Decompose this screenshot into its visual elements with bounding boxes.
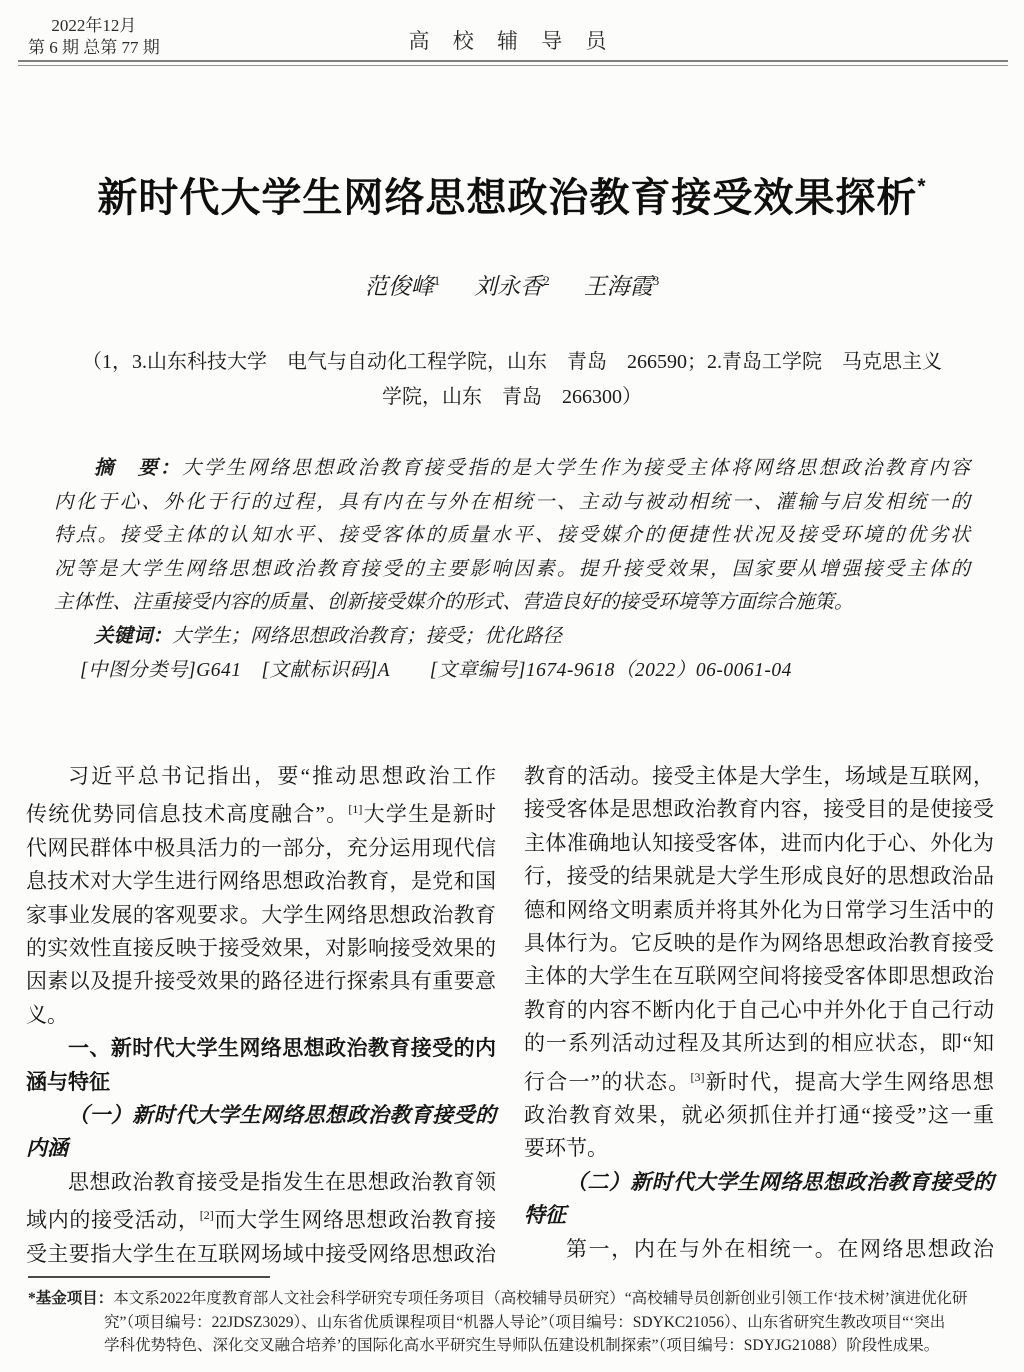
text-line: 要环节。 <box>524 1136 608 1161</box>
text-line: 的实效性直接反映于接受效果，对影响接受效果的 <box>26 936 496 961</box>
text-line: 的一系列活动过程及其所达到的相应状态，即“知 <box>524 1031 994 1056</box>
body-left-column <box>26 760 496 1271</box>
text-line: 行，接受的结果就是大学生形成良好的思想政治品 <box>524 864 994 889</box>
authors-line <box>0 268 1024 301</box>
keywords-label: 关键词： <box>94 625 173 647</box>
text-line: 习近平总书记指出，要“推动思想政治工作 <box>68 764 496 788</box>
text-line: 因素以及提升接受效果的路径进行探索具有重要意 <box>26 969 496 994</box>
heading-line: 涵与特征 <box>26 1070 110 1094</box>
text-line: 政治教育效果，就必须抓住并打通“接受”这一重 <box>524 1103 994 1128</box>
text-line: 究”（项目编号：22JDSZ3029）、山东省优质课程项目“机器人导论”（项目编号：SDYKC21056）、山东省研究生教改项目“‘突出 <box>104 1313 946 1331</box>
text-line: 德和网络文明素质并将其外化为日常学习生活中的 <box>524 897 994 922</box>
footnote <box>28 1287 996 1358</box>
text-line: 况等是大学生网络思想政治教育接受的主要影响因素。提升接受效果，国家要从增强接受主体的 <box>54 558 970 580</box>
author-name: 刘永香$^2$ <box>474 273 550 299</box>
text-line: 代网民群体中极具活力的一部分，充分运用现代信 <box>26 835 496 860</box>
text-line: 行合一”的状态。[3]新时代，提高大学生网络思想 <box>524 1069 994 1094</box>
text-line: 内化于心、外化于行的过程，具有内在与外在相统一、主动与被动相统一、灌输与启发相统一的 <box>54 491 970 513</box>
text-line: 学科优势特色、深化交叉融合培养’的国际化高水平研究生导师队伍建设机制探索”（项目编号：SDYJG21088）阶段性成果。 <box>104 1337 940 1354</box>
heading-line: （二）新时代大学生网络思想政治教育接受的 <box>566 1169 994 1194</box>
body-right-column <box>524 760 994 1271</box>
heading-line: 内涵 <box>26 1136 68 1161</box>
heading-line: 特征 <box>524 1203 566 1228</box>
abstract-lines <box>54 452 970 620</box>
article-title-text: 新时代大学生网络思想政治教育接受效果探析 <box>97 176 918 220</box>
footnote-separator <box>28 1276 270 1278</box>
heading-line: （一）新时代大学生网络思想政治教育接受的 <box>68 1103 496 1128</box>
body-columns <box>26 760 994 1271</box>
text-line: 息技术对大学生进行网络思想政治教育，是党和国 <box>26 869 496 894</box>
issue-date: 2022年12月 <box>51 16 137 35</box>
text-line: 具体行为。它反映的是作为网络思想政治教育接受 <box>524 931 994 956</box>
affiliation-line: （1，3.山东科技大学 电气与自动化工程学院，山东 青岛 266590；2.青岛工学院 马克思主义 <box>82 351 942 373</box>
article-title <box>0 166 1024 223</box>
abstract-section <box>54 452 970 687</box>
heading-line: 一、新时代大学生网络思想政治教育接受的内 <box>68 1037 496 1061</box>
keywords-line <box>54 620 970 654</box>
classification-line: [中图分类号]G641 [文献标识码]A [文章编号]1674-9618（2022）06-0061-04 <box>80 659 792 681</box>
text-line: 教育的活动。接受主体是大学生，场域是互联网， <box>524 764 994 788</box>
text-line: 主体准确地认知接受客体，进而内化于心、外化为 <box>524 830 994 855</box>
issue-number: 第 6 期 总第 77 期 <box>28 38 160 57</box>
double-rule <box>18 60 1008 66</box>
text-line: 域内的接受活动，[2]而大学生网络思想政治教育接 <box>26 1208 497 1233</box>
title-footnote-marker: * <box>917 175 927 198</box>
text-line: 思想政治教育接受是指发生在思想政治教育领 <box>68 1169 496 1194</box>
text-line: 主体的大学生在互联网空间将接受客体即思想政治 <box>524 964 994 989</box>
text-line: 特点。接受主体的认知水平、接受客体的质量水平、接受媒介的便捷性状况及接受环境的优劣状 <box>54 525 970 547</box>
text-line: 受主要指大学生在互联网场域中接受网络思想政治 <box>26 1241 496 1266</box>
author-name: 范俊峰$^1$ <box>364 273 441 299</box>
affiliation-line: 学院，山东 青岛 266300） <box>382 386 642 408</box>
keywords-text: 大学生；网络思想政治教育；接受；优化路径 <box>172 625 563 647</box>
affiliation <box>0 345 1024 415</box>
journal-name: 高 校 辅 导 员 <box>408 29 616 53</box>
text-line: 义。 <box>26 1002 68 1027</box>
text-line: 家事业发展的客观要求。大学生网络思想政治教育 <box>26 902 496 927</box>
text-line: 传统优势同信息技术高度融合”。[1]大学生是新时 <box>26 802 496 827</box>
author-name: 王海霞$^3$ <box>583 273 660 299</box>
text-line: 接受客体是思想政治教育内容，接受目的是使接受 <box>524 797 994 822</box>
text-line: *基金项目：本文系2022年度教育部人文社会科学研究专项任务项目（高校辅导员研究）“高校辅导员创新创业引领工作‘技术树’演进优化研 <box>28 1290 968 1307</box>
text-line: 摘 要：大学生网络思想政治教育接受指的是大学生作为接受主体将网络思想政治教育内容 <box>94 458 970 479</box>
text-line: 主体性、注重接受内容的质量、创新接受媒介的形式、营造良好的接受环境等方面综合施策。 <box>54 592 854 614</box>
text-line: 教育的内容不断内化于自己心中并外化于自己行动 <box>524 997 994 1022</box>
text-line: 第一，内在与外在相统一。在网络思想政治 <box>566 1236 994 1261</box>
